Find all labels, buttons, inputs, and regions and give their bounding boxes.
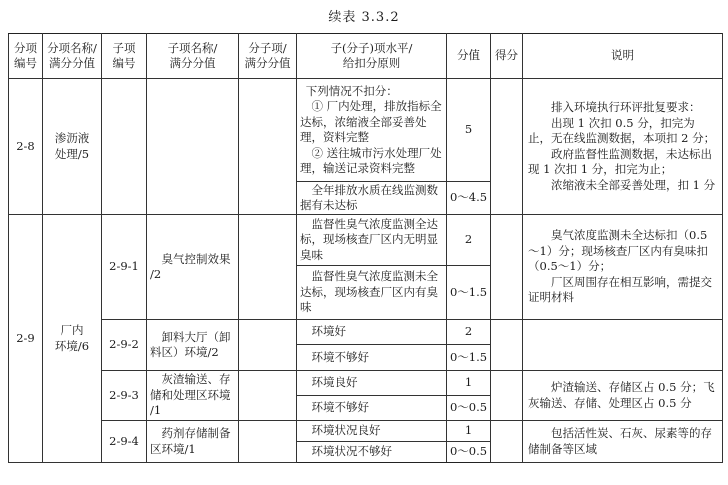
subsub-cell (239, 79, 297, 215)
score-cell: 0～1.5 (447, 266, 491, 320)
item-no-cell: 2-8 (9, 79, 43, 215)
header-row (9, 34, 723, 79)
sub-name-line: /1 (150, 403, 162, 418)
sub-name-cell (147, 79, 239, 215)
criteria-text: 环境不够好 (311, 400, 369, 415)
header-earned: 得分 (491, 34, 523, 79)
header-line: 分项名称/ (47, 40, 97, 55)
criteria-cell (297, 79, 447, 182)
header-line: 子项名称/ (167, 40, 218, 55)
criteria-text: 环境不够好 (311, 349, 369, 364)
criteria-cell (297, 371, 447, 396)
table-row (9, 215, 723, 266)
header-line: 满分分值 (49, 56, 95, 70)
sub-name-cell (147, 215, 239, 320)
note-text: 臭气浓度监测未全达标扣（0.5～1）分；现场核查厂区内有臭味扣（0.5～1）分； (528, 228, 708, 274)
header-line: 编号 (14, 56, 37, 70)
table-row (9, 79, 723, 182)
score-cell: 0～1.5 (447, 345, 491, 371)
score-cell: 1 (447, 421, 491, 442)
header-line: 满分分值 (169, 56, 216, 70)
criteria-cell (297, 396, 447, 421)
score-cell: 2 (447, 215, 491, 266)
criteria-text: 环境好 (311, 324, 346, 339)
score-cell: 0～0.5 (447, 442, 491, 463)
sub-name-line: /2 (150, 267, 162, 281)
item-name-line: 渗沥液 (54, 131, 90, 145)
evaluation-table (8, 33, 723, 463)
criteria-text: 环境良好 (311, 375, 358, 390)
subsub-cell (239, 215, 297, 320)
notes-cell (523, 371, 723, 421)
criteria-cell (297, 421, 447, 442)
earned-score-cell (491, 79, 523, 215)
score-cell: 0～0.5 (447, 396, 491, 421)
sub-name-cell (147, 421, 239, 463)
subsub-cell (239, 371, 297, 421)
sub-name-line: 卸料大厅（卸 (161, 329, 231, 344)
criteria-cell (297, 345, 447, 371)
notes-cell (523, 79, 723, 215)
criteria-cell (297, 442, 447, 463)
sub-name-line: 储和处理区环境 (150, 387, 231, 402)
score-cell: 0～4.5 (447, 182, 491, 215)
criteria-text: 下列情况不扣分： (305, 83, 398, 98)
item-name-cell (43, 79, 102, 215)
header-criteria (297, 34, 447, 79)
criteria-cell (297, 182, 447, 215)
table-row (9, 371, 723, 396)
header-sub-name (147, 34, 239, 79)
sub-name-line: 药剂存储制备 (161, 426, 231, 440)
table-row (9, 320, 723, 345)
item-name-line: 处理/5 (54, 146, 90, 161)
table-row (9, 421, 723, 442)
header-line: 给扣分原则 (342, 56, 401, 70)
item-name-line: 环境/6 (54, 338, 90, 353)
criteria-cell (297, 215, 447, 266)
sub-name-line: 臭气控制效果 (161, 251, 231, 266)
note-text: 浓缩液未全部妥善处理，扣 1 分 (551, 177, 716, 192)
note-text: 厂区周围存在相互影响，需提交证明材料 (528, 274, 712, 305)
score-cell: 2 (447, 320, 491, 345)
sub-no-cell (102, 79, 147, 215)
score-cell: 5 (447, 79, 491, 182)
earned-score-cell (491, 421, 523, 463)
sub-name-cell (147, 371, 239, 421)
criteria-text: 全年排放水质在线监测数据有未达标 (300, 182, 438, 212)
criteria-text: 监督性臭气浓度监测未全达标，现场核查厂区内有臭味 (300, 269, 438, 315)
criteria-text: 环境状况不够好 (311, 444, 392, 459)
sub-name-line: 料区）环境/2 (150, 345, 219, 359)
criteria-text: ② 送往城市污水处理厂处理，输送记录资料完整 (300, 145, 442, 175)
subsub-cell (239, 421, 297, 463)
earned-score-cell (491, 215, 523, 320)
criteria-text: ① 厂内处理，排放指标全达标，浓缩液全部妥善处理，资料完整 (300, 99, 442, 144)
note-text: 政府监督性监测数据，未达标出现 1 次扣 1 分，扣完为止； (528, 146, 712, 176)
header-item-no (9, 34, 43, 79)
score-cell: 1 (447, 371, 491, 396)
notes-cell (523, 215, 723, 320)
sub-no-cell: 2-9-1 (102, 215, 147, 320)
header-line: 分子项/ (248, 40, 287, 55)
sub-no-cell: 2-9-4 (102, 421, 147, 463)
header-subsub (239, 34, 297, 79)
item-name-cell (43, 215, 102, 463)
header-notes: 说明 (523, 34, 723, 79)
header-score: 分值 (447, 34, 491, 79)
header-line: 子项 (112, 40, 136, 55)
subsub-cell (239, 320, 297, 371)
criteria-text: 监督性臭气浓度监测全达标，现场核查厂区内无明显臭味 (300, 216, 438, 262)
notes-cell (523, 421, 723, 463)
sub-no-cell: 2-9-2 (102, 320, 147, 371)
note-text: 炉渣输送、存储区占 0.5 分；飞灰输送、存储、处理区占 0.5 分 (528, 380, 715, 410)
item-name-line: 厂内 (60, 323, 84, 337)
header-line: 满分分值 (244, 56, 291, 70)
header-item-name (43, 34, 102, 79)
table-title: 续表 3.3.2 (328, 10, 400, 25)
earned-score-cell (491, 320, 523, 371)
sub-name-line: 区环境/1 (150, 441, 196, 456)
header-line: 编号 (112, 56, 136, 70)
sub-name-cell (147, 320, 239, 371)
sub-name-line: 灰渣输送、存 (161, 372, 231, 387)
sub-no-cell: 2-9-3 (102, 371, 147, 421)
criteria-cell (297, 266, 447, 320)
notes-cell (523, 320, 723, 371)
header-line: 子(分子)项水平/ (330, 40, 413, 55)
earned-score-cell (491, 371, 523, 421)
note-text: 出现 1 次扣 0.5 分，扣完为止，无在线监测数据，本项扣 2 分； (528, 115, 716, 145)
item-no-cell: 2-9 (9, 215, 43, 463)
note-text: 排入环境执行环评批复要求： (551, 100, 701, 114)
criteria-text: 环境状况良好 (311, 423, 381, 438)
note-text: 包括活性炭、石灰、尿素等的存储制备等区域 (528, 426, 712, 456)
criteria-cell (297, 320, 447, 345)
header-line: 分项 (14, 40, 37, 55)
header-sub-no (102, 34, 147, 79)
